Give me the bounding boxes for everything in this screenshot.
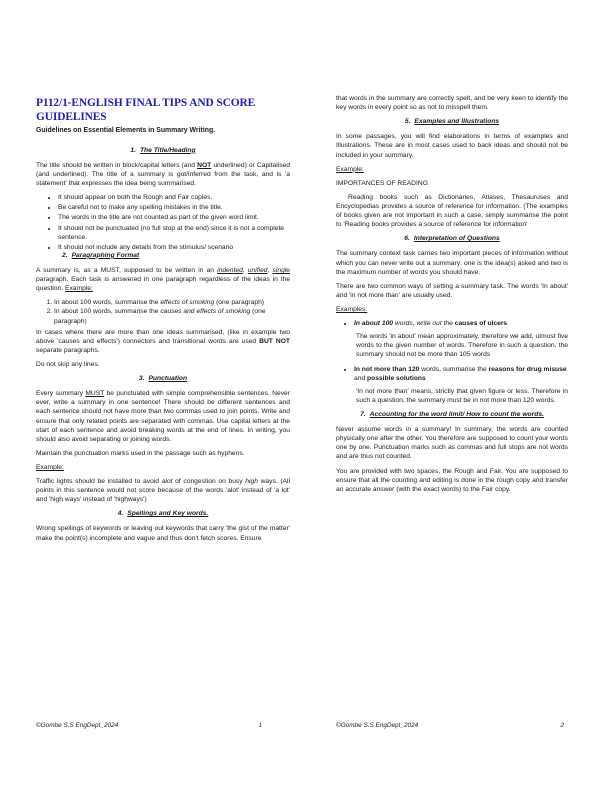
paragraph: In cases where there are more than one ideas summarised, (like in example two above 'causes and effects') connectors and transitional words are used BUT NOT separate paragraphs. [36,328,290,354]
page-number: 2 [560,722,564,729]
numbered-list [36,298,290,325]
paragraph: Maintain the punctuation marks used in the passage such as hyphens. [36,449,245,457]
paragraph: Every summary MUST be punctuated with simple comprehensible sentences. Never ever, write a summary in one sentence! There should be different sentences and each sentence should not have more than two commas used to join points. Write and ensure that only related points are separated with commas. Use capital letters at the start of each sentence and avoid breaking words at the end of lines. In writing, you should also avoid separating or joining words. [36,390,290,443]
section-heading-text: Interpretation of Questions [413,235,500,243]
example-title: IMPORTANCES OF READING [336,179,428,187]
document-subtitle: Guidelines on Essential Elements in Summary Writing. [36,127,216,135]
bullet-list [36,193,290,252]
section-heading-text: Paragraphing Format [71,251,140,259]
list-item: • Be careful not to make any spelling mistakes in the title. [58,203,290,212]
paragraph: A summary is, as a MUST, supposed to be written in an indented, unified, single paragraph. Each task is answered in one paragraph regardless of the ideas in the question. Example: [36,266,290,293]
paragraph: Do not skip any lines. [36,360,100,368]
list-item: 1. In about 100 words, summarise the effects of smoking (one paragraph) [54,298,290,307]
section-number: 4. [117,510,124,518]
paragraph: Never assume words in a summary! In summary, the words are counted physically one after the other. You therefore are supposed to count your words one by one. Punctuation marks such as commas and full stops are not words and are thus not counted. [336,426,568,461]
list-item: • It should appear on both the Rough and Fair copies. [58,193,290,202]
paragraph: Traffic lights should be installed to avoid alot of congestion on busy high ways. (All points in this sentence would not score because of the words 'alot' instead of 'a lot' and 'high ways' instead of 'highways') [36,478,290,504]
footer-copyright: ©Gombe S.S EngDept_2024 [336,722,419,729]
section-heading-title [36,146,290,155]
document-title: P112/1-ENGLISH FINAL TIPS AND SCORE GUIDELINES [36,97,256,123]
list-item: 2. In about 100 words, summarise the causes and effects of smoking (one paragraph) [54,307,290,325]
page-footer-2 [336,722,564,731]
section-heading-paragraphing [36,251,290,260]
example-list [336,365,568,383]
paragraph: Wrong spellings of keywords or leaving out keywords that carry 'the gist of the matter' make the point(s) incomplete and vague and thus don't fetch scores. Ensure [36,525,290,542]
example-label: Example: [336,165,364,173]
section-heading-word-limit [336,410,568,419]
section-heading-punctuation [36,374,290,383]
section-heading-text: Punctuation [148,375,188,383]
paragraph: You are provided with two spaces, the Rough and Fair. You are supposed to ensure that all the counting and editing is done in the rough copy and transfer an accurate answer (with the exact words) to the Fair copy. [336,467,568,493]
list-item: • It should not be punctuated (no full stop at the end) since it is not a complete sentence. [58,224,290,242]
page-number: 1 [258,722,262,729]
paragraph: There are two common ways of setting a summary task. The words 'In about' and 'in not more than' are usually used. [336,282,568,299]
paragraph: that words in the summary are correctly spelt, and be very keen to identify the key words in every point so as not to misspell them. [336,95,568,112]
section-number: 2. [62,251,68,259]
section-heading-interpretation [336,234,568,243]
section-number: 1. [130,146,136,154]
section-heading-text: Spellings and Key words. [127,510,209,518]
section-number: 6. [404,235,410,243]
document-page-2 [300,0,600,800]
section-heading-text: The Title/Heading [139,146,196,154]
paragraph: Reading books such as Dictionaries, Atlases, Thesauruses and Encyclopedias provides a source of reference for information. (The examples of books given are not important in such a case, simply summarise the point to 'Reading books provides a source of reference for information' [336,193,568,229]
paragraph: The title should be written in block/capital letters (and NOT underlined) or Capitalised (and underlined). The title of a summary is got/inferred from the task, and is 'a statement' that expresses the idea being summarised. [36,161,290,188]
section-number: 3. [138,375,145,383]
page-footer-1 [36,722,262,731]
example-label: Example: [36,463,64,471]
example-label: Examples: [336,305,368,313]
section-number: 7. [360,410,366,418]
example-note: 'In not more than' means, strictly that given figure or less. Therefore in such a question, the summary must be in not more than 120 words. [356,387,568,404]
list-item: • The words in the title are not counted as part of the given word limit. [58,213,290,222]
list-item: • In not more than 120 words, summarise the reasons for drug misuse and possible solutions [354,365,568,383]
paragraph: The summary context task carries two important pieces of information without which you can never write out a summary: one is the idea(s) asked and two is the maximum number of words you should have. [336,250,568,276]
section-heading-text: Accounting for the word limit/ How to count the words. [369,410,544,418]
paragraph: In some passages, you will find elaborations in terms of examples and Illustrations. These are in most cases used to back ideas and should not be included in your summary. [336,133,568,159]
list-item: • It should not include any details from the stimulus/ scenario [58,243,290,252]
footer-copyright: ©Gombe S.S EngDept_2024 [36,722,119,729]
section-number: 5. [404,118,411,126]
section-heading-text: Examples and Illustrations [414,118,500,126]
example-list [336,319,568,328]
section-heading-spellings [36,509,290,518]
list-item: • In about 100 words, write out the causes of ulcers [354,319,568,328]
example-note: The words 'in about' mean approximately, therefore we add, utmost five words to the given number of words. Therefore in such a question, the summary should not be more than 105 words [356,333,568,359]
section-heading-examples [336,117,568,126]
